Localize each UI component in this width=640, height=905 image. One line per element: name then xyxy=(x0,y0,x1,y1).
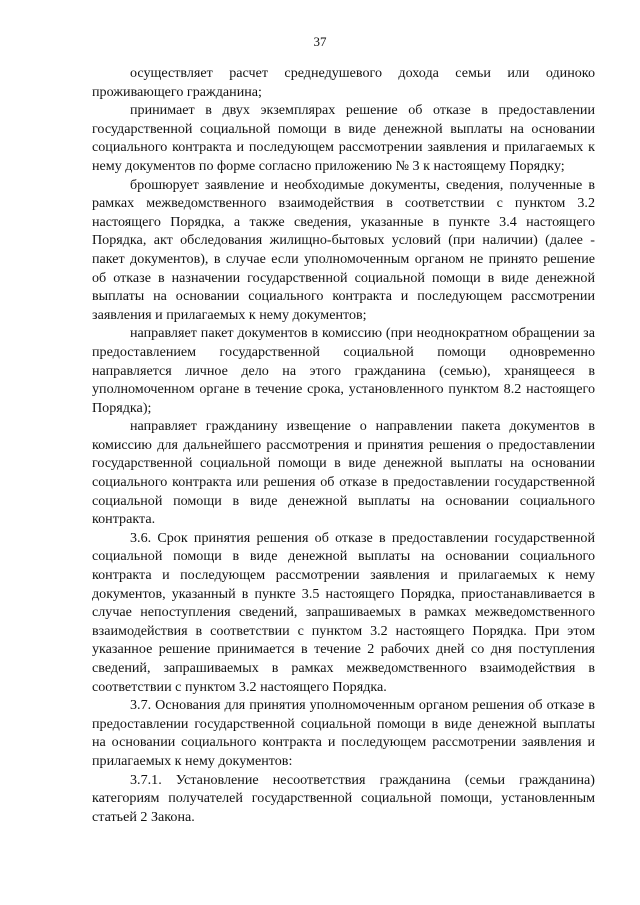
paragraph-send-to-commission: направляет пакет документов в комиссию (при неоднократном обращении за предоставлением государственной социальной помощи одновременно направляется личное дело на этого гражданина (семью), хранящееся в уполномоченном органе в течение срока, установленного пунктом 8.2 настоящего Порядка); xyxy=(92,325,595,416)
paragraph-calculate-income: осуществляет расчет среднедушевого дохода семьи или одиноко проживающего гражданина; xyxy=(92,65,595,100)
paragraph-refusal-decision: принимает в двух экземплярах решение об отказе в предоставлении государственной социальной помощи в виде денежной выплаты на основании социального контракта и последующем рассмотрении заявления и прилагаемых к нему документов по форме согласно приложению № 3 к настоящему Порядку; xyxy=(92,102,595,174)
paragraph-3-7: 3.7. Основания для принятия уполномоченным органом решения об отказе в предоставлении государственной социальной помощи в виде денежной выплаты на основании социального контракта и последующем рассмотрении заявления и прилагаемых к нему документов: xyxy=(92,697,595,769)
paragraph-notify-citizen: направляет гражданину извещение о направлении пакета документов в комиссию для дальнейшего рассмотрения и принятия решения о предоставлении государственной социальной помощи в виде денежной выплаты на основании социального контракта или решения об отказе в предоставлении государственной социальной помощи в виде денежной выплаты на основании социального контракта. xyxy=(92,418,595,528)
paragraph-3-6: 3.6. Срок принятия решения об отказе в предоставлении государственной социальной помощи в виде денежной выплаты на основании социального контракта и последующем рассмотрении заявления и прилагаемых к нему документов, указанный в пункте 3.5 настоящего Порядка, приостанавливается в случае непоступления сведений, запрашиваемых в рамках межведомственного взаимодействия в соответствии с пунктом 3.2 настоящего Порядка. При этом указанное решение принимается в течение 2 рабочих дней со дня поступления сведений, запрашиваемых в рамках межведомственного взаимодействия в соответствии с пунктом 3.2 настоящего Порядка. xyxy=(92,529,595,695)
document-body xyxy=(92,64,595,826)
paragraph-binds-documents: брошюрует заявление и необходимые документы, сведения, полученные в рамках межведомственного взаимодействия в соответствии с пунктом 3.2 настоящего Порядка, а также сведения, указанные в пункте 3.4 настоящего Порядка, акт обследования жилищно-бытовых условий (при наличии) (далее - пакет документов), в случае если уполномоченным органом не принято решение об отказе в назначении государственной социальной помощи в виде денежной выплаты на основании социального контракта и последующем рассмотрении заявления и прилагаемых к нему документов; xyxy=(92,176,595,323)
paragraph-3-7-1: 3.7.1. Установление несоответствия гражданина (семьи гражданина) категориям получателей государственной социальной помощи, установленным статьей 2 Закона. xyxy=(92,771,595,825)
page-number: 37 xyxy=(313,34,327,49)
